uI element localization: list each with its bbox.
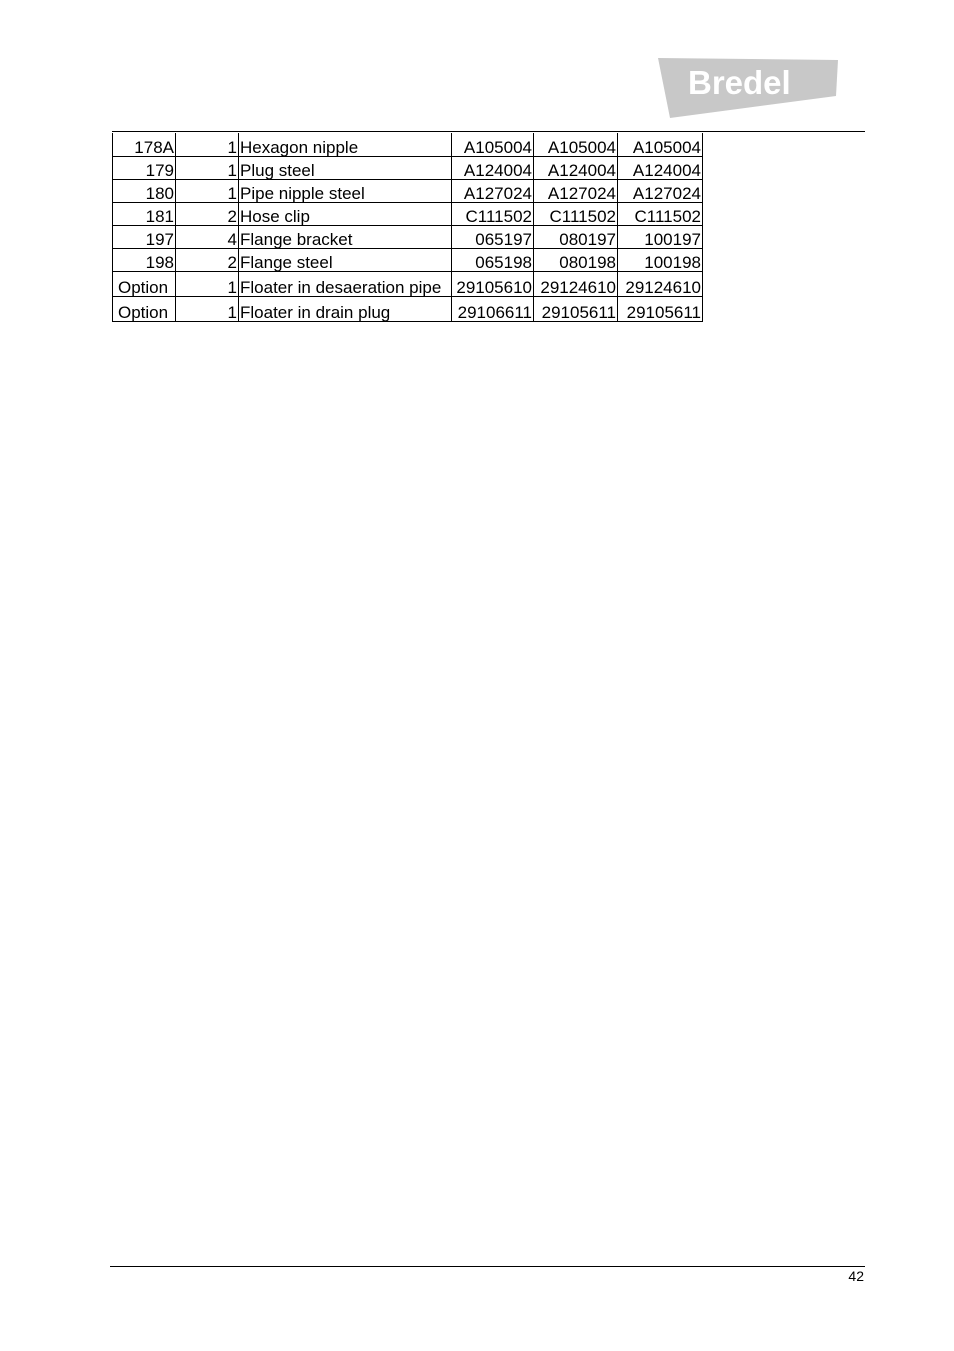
table-row [113, 202, 703, 225]
pos-cell: Option [113, 271, 176, 296]
code-cell: 29124610 [534, 271, 618, 296]
qty-cell: 1 [176, 179, 239, 202]
code-cell: A127024 [452, 179, 534, 202]
header-rule [112, 131, 865, 132]
pos-cell: 181 [113, 202, 176, 225]
code-cell: 065197 [452, 225, 534, 248]
code-cell: 100197 [618, 225, 703, 248]
code-cell: 29105611 [534, 296, 618, 321]
description-cell: Flange steel [239, 248, 452, 271]
qty-cell: 1 [176, 133, 239, 156]
qty-cell: 2 [176, 248, 239, 271]
logo-badge [654, 56, 840, 120]
description-cell: Plug steel [239, 156, 452, 179]
logo-text: Bredel [688, 64, 791, 101]
description-cell: Floater in desaeration pipe [239, 271, 452, 296]
pos-cell: 180 [113, 179, 176, 202]
description-cell: Flange bracket [239, 225, 452, 248]
code-cell: C111502 [534, 202, 618, 225]
code-cell: A127024 [534, 179, 618, 202]
pos-cell: 198 [113, 248, 176, 271]
description-cell: Hose clip [239, 202, 452, 225]
qty-cell: 1 [176, 156, 239, 179]
qty-cell: 1 [176, 271, 239, 296]
code-cell: 29124610 [618, 271, 703, 296]
description-cell: Pipe nipple steel [239, 179, 452, 202]
table-row [113, 156, 703, 179]
table-row [113, 133, 703, 156]
page-number: 42 [848, 1268, 864, 1284]
code-cell: 065198 [452, 248, 534, 271]
code-cell: A124004 [452, 156, 534, 179]
table-row [113, 225, 703, 248]
code-cell: A105004 [534, 133, 618, 156]
code-cell: 100198 [618, 248, 703, 271]
code-cell: 080198 [534, 248, 618, 271]
code-cell: A127024 [618, 179, 703, 202]
code-cell: A124004 [618, 156, 703, 179]
code-cell: C111502 [618, 202, 703, 225]
footer-rule [110, 1266, 865, 1267]
code-cell: A105004 [452, 133, 534, 156]
pos-cell: 197 [113, 225, 176, 248]
qty-cell: 4 [176, 225, 239, 248]
qty-cell: 1 [176, 296, 239, 321]
code-cell: 29105610 [452, 271, 534, 296]
table-row [113, 271, 703, 296]
table-row [113, 179, 703, 202]
bredel-logo [654, 56, 840, 120]
description-cell: Hexagon nipple [239, 133, 452, 156]
code-cell: C111502 [452, 202, 534, 225]
code-cell: 29106611 [452, 296, 534, 321]
description-cell: Floater in drain plug [239, 296, 452, 321]
parts-table [112, 133, 703, 322]
pos-cell: Option [113, 296, 176, 321]
pos-cell: 179 [113, 156, 176, 179]
code-cell: A124004 [534, 156, 618, 179]
table-row [113, 296, 703, 321]
pos-cell: 178A [113, 133, 176, 156]
code-cell: 29105611 [618, 296, 703, 321]
table-row [113, 248, 703, 271]
code-cell: 080197 [534, 225, 618, 248]
qty-cell: 2 [176, 202, 239, 225]
code-cell: A105004 [618, 133, 703, 156]
